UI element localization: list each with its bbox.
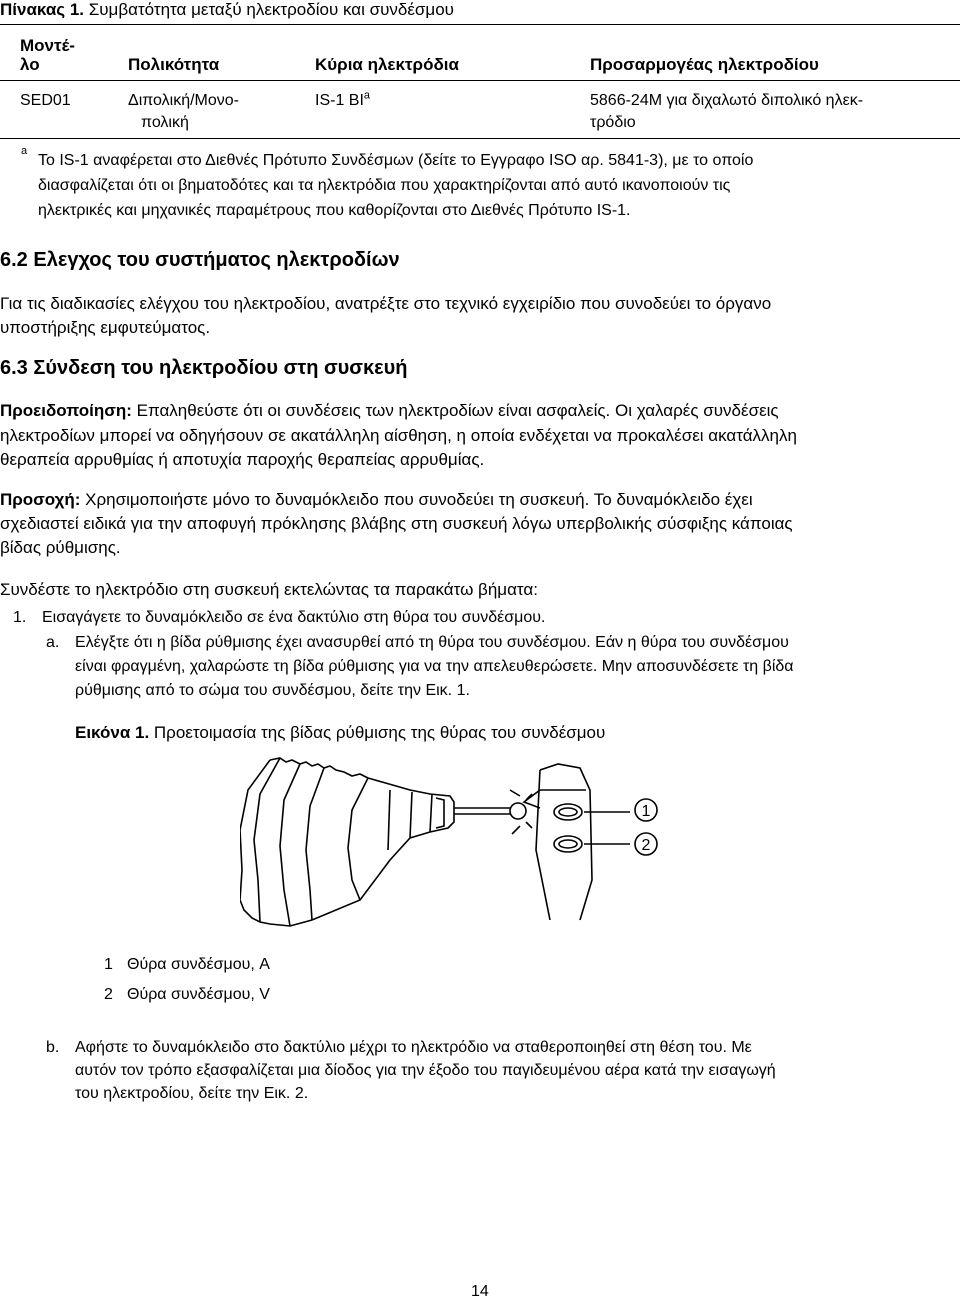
caution-text-1: Χρησιμοποιήστε μόνο το δυναμόκλειδο που συνοδεύει τη συσκευή. Το δυναμόκλειδο έχει — [85, 490, 753, 509]
cell-polarity-line2: πολική — [141, 114, 189, 131]
wrench-shaft — [454, 808, 510, 814]
cell-polarity-line1: Διπολική/Μονο- — [128, 92, 239, 109]
steps-intro: Συνδέστε το ηλεκτρόδιο στη συσκευή εκτελώντας τα παρακάτω βήματα: — [0, 580, 538, 599]
header-primary-electrodes: Κύρια ηλεκτρόδια — [315, 55, 459, 74]
warning-line-3: θεραπεία αρρυθμίας ή αποτυχία παροχής θεραπείας αρρυθμίας. — [0, 450, 485, 469]
wrench-collar-line-3 — [430, 794, 432, 832]
warning-text-1: Επαληθεύστε ότι οι συνδέσεις των ηλεκτροδίων είναι ασφαλείς. Οι χαλαρές συνδέσεις — [136, 401, 779, 420]
wrench-shaft-tip — [510, 803, 526, 819]
cell-adapter-line1: 5866-24M για διχαλωτό διπολικό ηλεκ- — [590, 92, 864, 109]
wrench-tip-cap — [436, 798, 444, 828]
figure-label: Εικόνα 1. — [75, 723, 150, 742]
wrench-grip-bottom-edge — [240, 900, 312, 926]
table-caption-text: Συμβατότητα μεταξύ ηλεκτροδίου και συνδέσμου — [88, 0, 454, 19]
section-6-2-line-2: υποστήριξης εμφυτεύματος. — [0, 318, 211, 337]
wrench-neck — [360, 778, 454, 900]
header-polarity: Πολικότητα — [128, 55, 220, 74]
table-header-rule — [0, 80, 960, 81]
caution-label: Προσοχή: — [0, 490, 81, 509]
cell-primary — [315, 89, 370, 112]
section-6-2-heading: 6.2 Ελεγχος του συστήματος ηλεκτροδίων — [0, 249, 400, 271]
callout-2-label: 2 — [641, 837, 651, 854]
section-6-2-line-1: Για τις διαδικασίες ελέγχου του ηλεκτροδίου, ανατρέξτε στο τεχνικό εγχειρίδιο που συνοδεύει το όργανο — [0, 294, 772, 313]
callout-1-label: 1 — [641, 803, 651, 820]
footnote-line-2: διασφαλίζεται ότι οι βηματοδότες και τα ηλεκτρόδια που χαρακτηρίζονται από αυτό ικανοποιούν τις — [38, 177, 731, 194]
legend-2-text: Θύρα συνδέσμου, V — [127, 986, 270, 1003]
wrench-ridge-3 — [306, 768, 324, 920]
legend-2-number: 2 — [104, 986, 113, 1003]
wrench-grip-top-edge — [270, 758, 368, 778]
step-b-line-2: αυτόν τον τρόπο εξασφαλίζεται μια δίοδος για την έξοδο του παγιδευμένου αέρα κατά την εισαγωγή — [75, 1062, 776, 1079]
step-a-line-2: είναι φραγμένη, χαλαρώστε τη βίδα ρύθμισης για να την απελευθερώσετε. Μην αποσυνδέσετε τη βίδα — [75, 658, 794, 675]
table-caption — [0, 0, 454, 20]
step-a-letter: a. — [46, 634, 60, 651]
figure-caption — [75, 720, 605, 745]
step-b-letter: b. — [46, 1039, 60, 1056]
port-v-inner — [559, 840, 577, 848]
step-b-line-3: του ηλεκτροδίου, δείτε την Εικ. 2. — [75, 1085, 309, 1102]
wrench-ridge-1 — [254, 758, 280, 922]
header-model-line2: λο — [20, 55, 40, 74]
warning-line-2: ηλεκτροδίων μπορεί να οδηγήσουν σε ακατάλληλη αίσθηση, η οποία ενδέχεται να προκαλέσει ακατάλληλη — [0, 426, 797, 445]
table-caption-label: Πίνακας 1. — [0, 0, 85, 19]
warning-label: Προειδοποίηση: — [0, 401, 132, 420]
header-body-left — [536, 770, 550, 920]
page-number: 14 — [471, 1283, 489, 1300]
wrench-ridge-2 — [280, 764, 300, 926]
port-a-inner — [559, 808, 577, 816]
wrench-grip-front — [312, 778, 368, 920]
cell-primary-text: IS-1 BI — [315, 92, 364, 109]
figure-caption-text: Προετοιμασία της βίδας ρύθμισης της θύρας του συνδέσμου — [153, 723, 606, 742]
step-1-text: Εισαγάγετε το δυναμόκλειδο σε ένα δακτύλιο στη θύρα του συνδέσμου. — [42, 609, 546, 626]
legend-1-number: 1 — [104, 956, 113, 973]
header-body-outline — [540, 764, 592, 920]
cell-model: SED01 — [20, 92, 71, 109]
step-1-number: 1. — [13, 609, 27, 626]
caution-line-2: σχεδιαστεί ειδικά για την αποφυγή πρόκλησης βλάβης στη συσκευή λόγω υπερβολικής σύσφιξης κάποιας — [0, 514, 793, 533]
header-adapter: Προσαρμογέας ηλεκτροδίου — [590, 55, 819, 74]
legend-1-text: Θύρα συνδέσμου, A — [127, 956, 270, 973]
step-a-line-1: Ελέγξτε ότι η βίδα ρύθμισης έχει ανασυρθεί από τη θύρα του συνδέσμου. Εάν η θύρα του συνδέσμου — [75, 634, 789, 651]
footnote-line-1: Το IS-1 αναφέρεται στο Διεθνές Πρότυπο Συνδέσμων (δείτε το Εγγραφο ISO αρ. 5841-3), με το οποίο — [38, 152, 754, 169]
wrench-collar-line-2 — [410, 792, 412, 838]
table-bottom-rule — [0, 138, 960, 139]
caution-line-1 — [0, 487, 753, 512]
cell-adapter-line2: τρόδιο — [590, 114, 636, 131]
step-b-line-1: Αφήστε το δυναμόκλειδο στο δακτύλιο μέχρι το ηλεκτρόδιο να σταθεροποιηθεί στη θέση του. Με — [75, 1039, 752, 1056]
wrench-collar-line-1 — [388, 790, 390, 850]
footnote-mark: a — [21, 145, 28, 157]
section-6-3-heading: 6.3 Σύνδεση του ηλεκτροδίου στη συσκευή — [0, 357, 408, 379]
table-top-rule — [0, 24, 960, 25]
cell-primary-sup: a — [363, 89, 371, 102]
caution-line-3: βίδας ρύθμισης. — [0, 538, 121, 557]
warning-line-1 — [0, 398, 779, 423]
figure-1-illustration — [240, 750, 700, 930]
footnote-line-3: ηλεκτρικές και μηχανικές παραμέτρους που καθορίζονται στο Διεθνές Πρότυπο IS-1. — [38, 202, 631, 219]
header-model-line1: Μοντέ- — [20, 36, 75, 55]
step-a-line-3: ρύθμισης από το σώμα του συνδέσμου, δείτε την Εικ. 1. — [75, 682, 470, 699]
tip-spark-lines — [510, 790, 532, 834]
